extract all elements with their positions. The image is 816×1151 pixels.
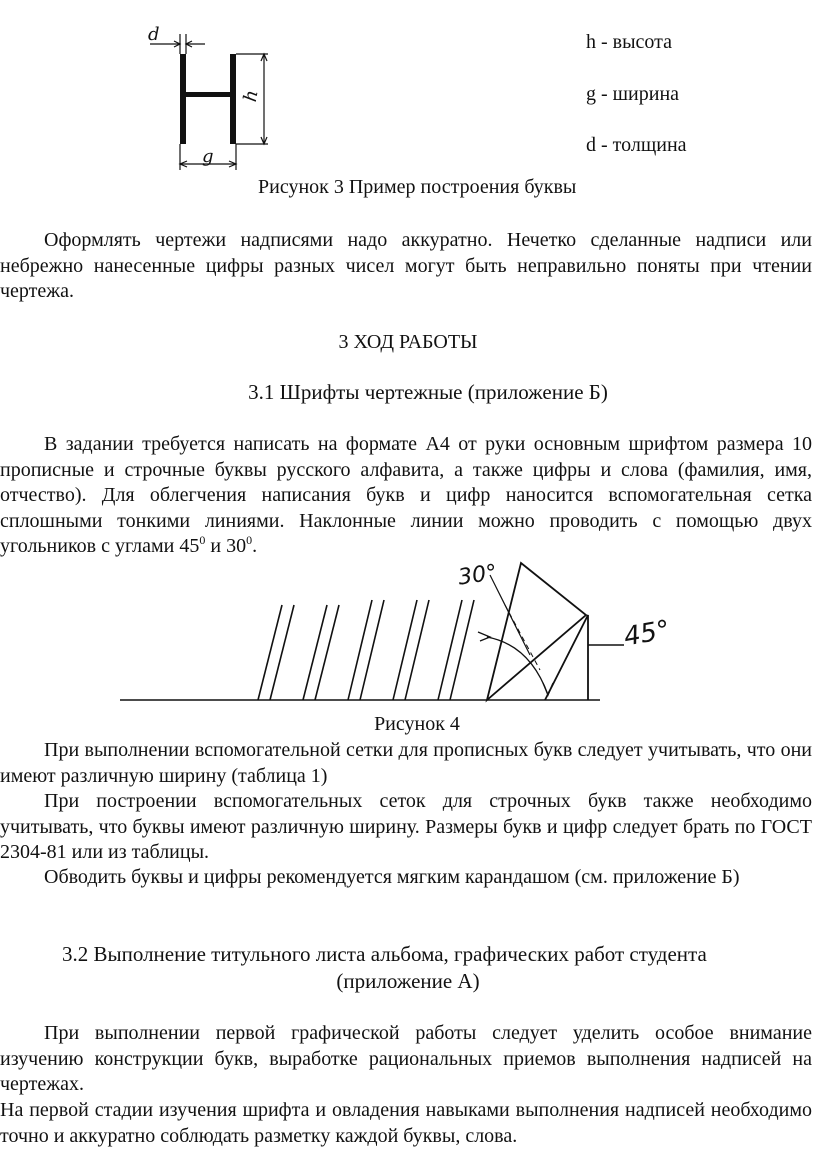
paragraph-first-stage: На первой стадии изучения шрифта и овладения навыками выполнения надписей необходимо точно и аккуратно соблюдать разметку каждой буквы, слова. [0, 1099, 812, 1147]
fig3-legend-g: g - ширина [586, 83, 680, 105]
subsection-heading-3-2-line1: 3.2 Выполнение титульного листа альбома, графических работ студента [62, 942, 707, 966]
section-heading-3: 3 ХОД РАБОТЫ [338, 331, 478, 353]
paragraph-capital-grid: При выполнении вспомогательной сетки для прописных букв следует учитывать, что они имеют различную ширину (таблица 1) [0, 739, 812, 787]
paragraph-pencil: Обводить буквы и цифры рекомендуется мягким карандашом (см. приложение Б) [44, 866, 740, 888]
paragraph-assignment-end: . [252, 535, 258, 557]
fig4-label-45: 45° [621, 615, 673, 653]
paragraph-assignment-and: и 30 [205, 535, 247, 557]
paragraph-lowercase-grid: При построении вспомогательных сеток для строчных букв также необходимо учитывать, что буквы имеют различную ширину. Размеры букв и цифр следует брать по ГОСТ 2304-81 или из таблицы. [0, 790, 812, 863]
paragraph-neatness: Оформлять чертежи надписями надо аккуратно. Нечетко сделанные надписи или небрежно нанесенные цифры разных чисел могут быть неправильно поняты при чтении чертежа. [0, 229, 812, 302]
fig3-label-h: h [239, 88, 263, 104]
paragraph-first-work: При выполнении первой графической работы следует уделить особое внимание изучению конструкции букв, выработке рациональных приемов выполнения надписей на чертежах. [0, 1022, 812, 1095]
fig3-label-d: d [148, 24, 160, 45]
degree-sup-2: 0 [246, 533, 253, 547]
paragraph-assignment-text: В задании требуется написать на формате А4 от руки основным шрифтом размера 10 прописные и строчные буквы русского алфавита, а также цифры и слова (фамилия, имя, отчество). Для облегчения написания букв и цифр наносится вспомогательная сетка сплошными тонкими линиями. Наклонные линии можно проводить с помощью двух угольников с углами 45 [0, 433, 812, 557]
subsection-heading-3-2-line2: (приложение А) [336, 969, 480, 993]
figure-3-caption: Рисунок 3 Пример построения буквы [258, 176, 577, 198]
fig4-label-30: 30° [456, 560, 499, 591]
subsection-heading-3-1: 3.1 Шрифты чертежные (приложение Б) [248, 380, 608, 404]
fig3-label-g: g [202, 146, 214, 167]
figure-4-inclined-lines [0, 555, 816, 715]
degree-sup-1: 0 [199, 533, 206, 547]
fig3-legend-h: h - высота [586, 31, 673, 53]
figure-4-caption: Рисунок 4 [374, 713, 460, 735]
fig3-legend-d: d - толщина [586, 134, 687, 156]
figure-3-letter-h [0, 0, 816, 200]
paragraph-assignment [0, 432, 812, 560]
